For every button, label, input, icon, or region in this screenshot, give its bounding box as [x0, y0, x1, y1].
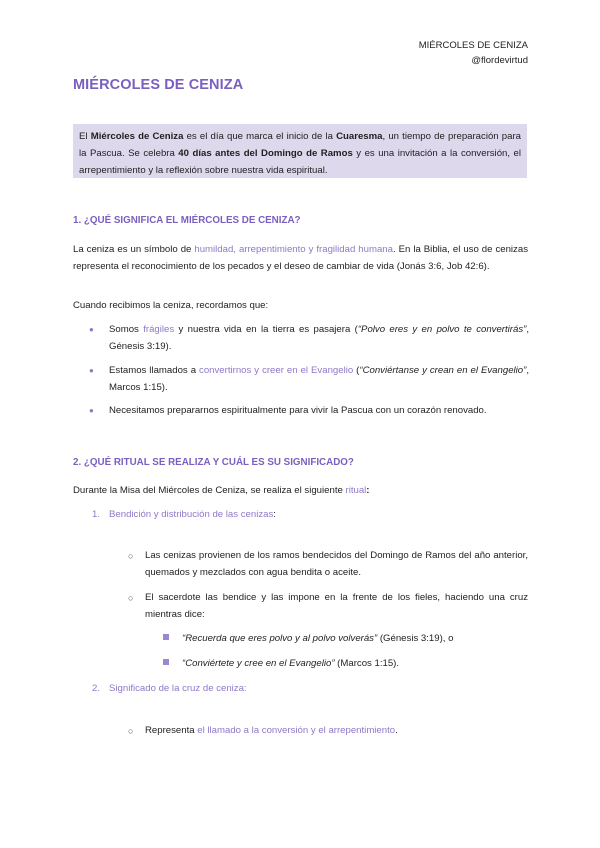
circle-bullet-icon: ○	[128, 593, 134, 603]
reference-text: (Marcos 1:15).	[334, 658, 400, 669]
highlight-text: frágiles	[143, 324, 175, 335]
list-item	[128, 548, 528, 581]
list-item	[163, 631, 528, 648]
bullet-text: Somos	[109, 324, 144, 335]
list-item	[89, 322, 529, 355]
highlight-text: humildad, arrepentimiento y fragilidad humana	[194, 244, 393, 255]
paragraph-text: Durante la Misa del Miércoles de Ceniza, se realiza el siguiente	[73, 485, 346, 496]
intro-text: , un tiempo de preparación para la Pascua. Se celebra	[79, 131, 521, 159]
numbered-item-1	[92, 509, 276, 520]
intro-bold-miercoles: Miércoles de Ceniza	[90, 131, 184, 142]
list-item	[128, 723, 528, 740]
item-label: Significado de la cruz de ceniza:	[109, 683, 247, 694]
paragraph-text: . En la Biblia, el uso de cenizas representa el reconocimiento de los pecados y el deseo de cambiar de vida (Jonás 3:6, Job 42:6).	[73, 244, 528, 272]
page-header	[419, 38, 528, 68]
bullet-text: Representa	[145, 725, 198, 736]
intro-text: El	[79, 131, 91, 142]
bullet-text: , Génesis 3:19).	[109, 324, 529, 352]
item-colon: :	[273, 509, 276, 520]
list-item	[89, 403, 529, 420]
bullet-icon: ●	[89, 325, 94, 334]
quote-text: “Polvo eres y en polvo te convertirás”	[357, 324, 527, 335]
paragraph-text: La ceniza es un símbolo de	[73, 244, 195, 255]
bullet-text: Las cenizas provienen de los ramos bendecidos del Domingo de Ramos del año anterior, quemados y mezclados con agua bendita o aceite.	[145, 550, 528, 578]
intro-text: y es una invitación a la conversión, el arrepentimiento y la reflexión sobre nuestra vida espiritual.	[79, 148, 521, 176]
quote-text: “Recuerda que eres polvo y al polvo volverás”	[182, 633, 378, 644]
intro-box	[73, 124, 527, 178]
item-number: 2.	[92, 683, 101, 694]
bullet-icon: ●	[89, 406, 94, 415]
circle-bullet-icon: ○	[128, 551, 134, 561]
bullet-text: y nuestra vida en la tierra es pasajera (	[174, 324, 358, 335]
numbered-item-2	[92, 683, 247, 694]
bullet-text: El sacerdote las bendice y las impone en la frente de los fieles, haciendo una cruz mientras dice:	[145, 592, 528, 620]
header-title: MIÉRCOLES DE CENIZA	[418, 40, 528, 51]
section1-paragraph	[73, 241, 528, 275]
quote-text: “Conviértete y cree en el Evangelio”	[182, 658, 335, 669]
page-title: MIÉRCOLES DE CENIZA	[73, 77, 244, 93]
bullet-text: (	[353, 365, 360, 376]
highlight-text: el llamado a la conversión y el arrepentimiento	[197, 725, 396, 736]
square-bullet-icon	[163, 659, 169, 665]
reference-text: (Génesis 3:19), o	[377, 633, 454, 644]
bullet-text: Estamos llamados a	[109, 365, 200, 376]
bullet-text: , Marcos 1:15).	[109, 365, 529, 393]
item-number: 1.	[92, 509, 101, 520]
section2-intro	[73, 482, 528, 499]
section1-lead: Cuando recibimos la ceniza, recordamos que:	[73, 300, 269, 311]
header-handle: @flordevirtud	[471, 55, 528, 66]
bullet-text: Necesitamos prepararnos espiritualmente para vivir la Pascua con un corazón renovado.	[109, 405, 487, 416]
intro-text: es el día que marca el inicio de la	[183, 131, 337, 142]
quote-text: “Conviértanse y crean en el Evangelio”	[359, 365, 527, 376]
intro-bold-cuaresma: Cuaresma	[336, 131, 383, 142]
highlight-text: ritual	[345, 485, 367, 496]
list-item	[89, 363, 529, 396]
section2-heading: 2. ¿QUÉ RITUAL SE REALIZA Y CUÁL ES SU SIGNIFICADO?	[73, 457, 354, 468]
circle-bullet-icon: ○	[128, 726, 134, 736]
list-item	[128, 590, 528, 623]
paragraph-text: :	[366, 485, 370, 496]
intro-bold-40-dias: 40 días antes del Domingo de Ramos	[178, 148, 353, 159]
item-label: Bendición y distribución de las cenizas	[109, 509, 274, 520]
list-item	[163, 656, 528, 673]
square-bullet-icon	[163, 634, 169, 640]
section1-heading: 1. ¿QUÉ SIGNIFICA EL MIÉRCOLES DE CENIZA?	[73, 215, 301, 226]
highlight-text: convertirnos y creer en el Evangelio	[199, 365, 354, 376]
bullet-text: .	[395, 725, 398, 736]
bullet-icon: ●	[89, 366, 94, 375]
